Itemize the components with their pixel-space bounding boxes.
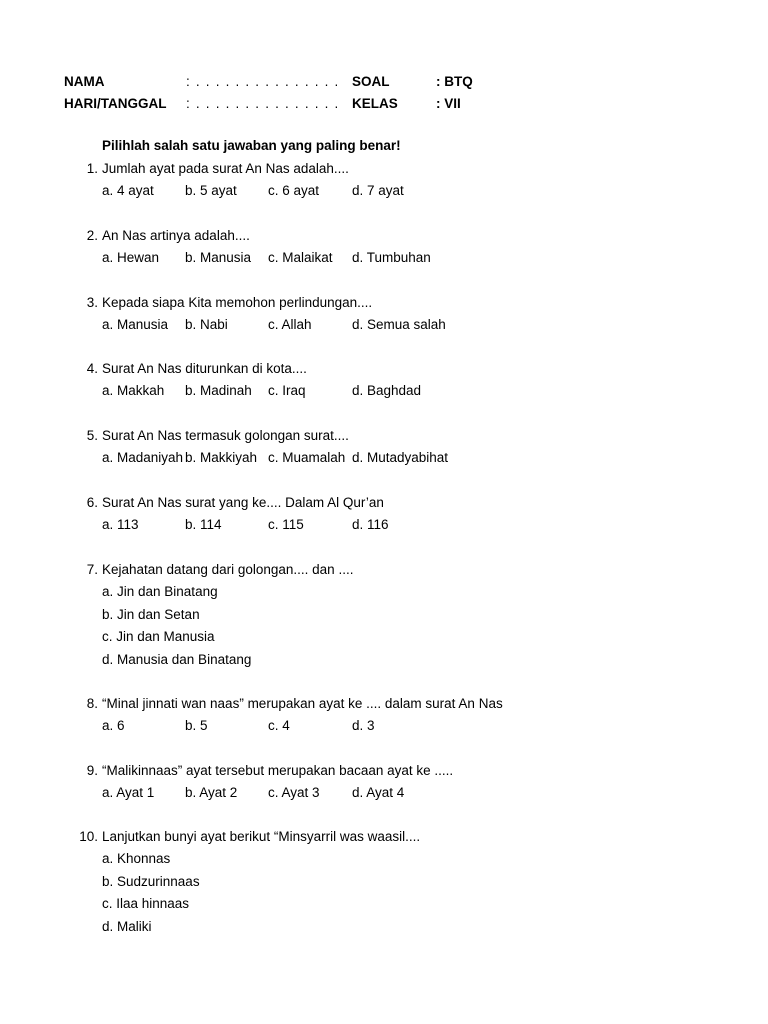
option-d: d. 7 ayat [352,183,404,198]
options-row [0,718,768,740]
options-row [0,317,768,339]
question-text: “Malikinnaas” ayat tersebut merupakan bacaan ayat ke ..... [102,763,454,778]
question-text: Surat An Nas termasuk golongan surat.... [102,428,349,443]
option-b: b. 114 [185,517,222,532]
instruction-text: Pilihlah salah satu jawaban yang paling benar! [102,138,401,153]
option-a: a. 113 [102,517,139,532]
question-9 [0,763,768,807]
option-a: a. 4 ayat [102,183,154,198]
option-b: b. Makkiyah [185,450,258,465]
option-b: b. Nabi [185,317,228,332]
option-c: c. 4 [268,718,290,733]
option-d: d. 3 [352,718,375,733]
question-text: “Minal jinnati wan naas” merupakan ayat ke .... dalam surat An Nas [102,696,503,711]
option-b: b. Ayat 2 [185,785,238,800]
option-d: d. Mutadyabihat [352,450,449,465]
option-d: d. Semua salah [352,317,446,332]
option-a: a. Khonnas [102,851,171,866]
soal-value: : BTQ [436,74,473,89]
option-c: c. Muamalah [268,450,346,465]
option-c: c. Iraq [268,383,306,398]
question-1 [0,161,768,205]
kelas-label: KELAS [352,96,398,111]
hari-tanggal-label: HARI/TANGGAL [64,96,167,111]
option-b: b. Manusia [185,250,252,265]
option-c: c. 6 ayat [268,183,320,198]
question-text: Jumlah ayat pada surat An Nas adalah.... [102,161,349,176]
question-number: 2. [86,228,98,243]
question-number: 9. [86,763,98,778]
soal-label: SOAL [352,74,390,89]
question-number: 3. [86,295,98,310]
option-c: c. Ayat 3 [268,785,320,800]
question-8 [0,696,768,740]
option-a: a. Ayat 1 [102,785,155,800]
question-2 [0,228,768,272]
question-text: Lanjutkan bunyi ayat berikut “Minsyarril was waasil.... [102,829,421,844]
option-a: a. Jin dan Binatang [102,584,218,599]
nama-label: NAMA [64,74,105,89]
options-row [0,785,768,807]
option-c: c. Allah [268,317,312,332]
options-row [0,517,768,539]
nama-blank: : . . . . . . . . . . . . . . . [186,74,340,89]
question-5 [0,428,768,472]
option-a: a. Manusia [102,317,169,332]
option-c: c. Malaikat [268,250,333,265]
option-a: a. Hewan [102,250,160,265]
option-b: b. 5 [185,718,208,733]
question-number: 7. [86,562,98,577]
options-row [0,250,768,272]
option-a: a. Makkah [102,383,165,398]
question-text: Surat An Nas surat yang ke.... Dalam Al Qur’an [102,495,384,510]
option-d: d. Manusia dan Binatang [102,651,252,667]
question-number: 6. [86,495,98,510]
options-row [0,450,768,472]
question-6 [0,495,768,539]
option-c: c. Ilaa hinnaas [102,896,190,911]
question-7 [0,562,768,674]
option-d: d. Baghdad [352,383,422,398]
options-row [0,183,768,205]
option-d: d. Tumbuhan [352,250,431,265]
question-number: 5. [86,428,98,443]
option-a: a. 6 [102,718,125,733]
option-b: b. Madinah [185,383,252,398]
question-number: 4. [86,361,98,376]
options-row [0,383,768,405]
option-c: c. Jin dan Manusia [102,629,215,644]
option-c: c. 115 [268,517,304,532]
option-d: d. Ayat 4 [352,785,405,800]
option-a: a. Madaniyah [102,450,184,465]
kelas-value: : VII [436,96,461,111]
question-text: Kejahatan datang dari golongan.... dan .... [102,562,354,577]
question-4 [0,361,768,405]
question-text: An Nas artinya adalah.... [102,228,250,243]
hari-tanggal-blank: : . . . . . . . . . . . . . . . [186,96,340,111]
question-number: 10. [79,829,98,844]
question-text: Surat An Nas diturunkan di kota.... [102,361,307,376]
question-3 [0,295,768,339]
option-b: b. Sudzurinnaas [102,873,200,889]
question-10 [0,829,768,941]
question-number: 8. [86,696,98,711]
option-b: b. Jin dan Setan [102,606,200,622]
question-text: Kepada siapa Kita memohon perlindungan.... [102,295,373,310]
option-d: d. Maliki [102,918,152,934]
option-b: b. 5 ayat [185,183,237,198]
question-number: 1. [86,161,98,176]
option-d: d. 116 [352,517,389,532]
